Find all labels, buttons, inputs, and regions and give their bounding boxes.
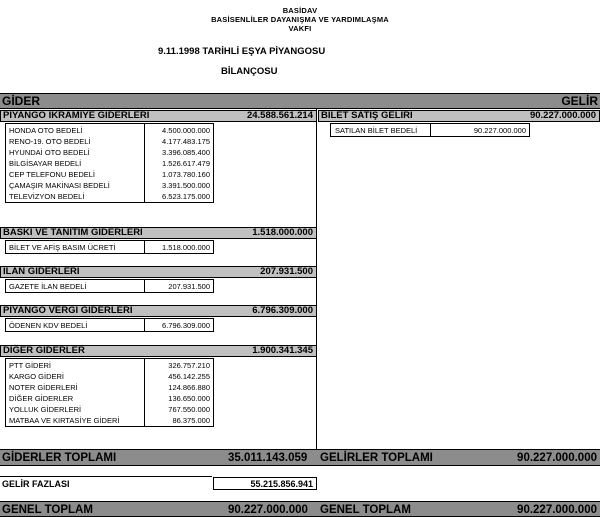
income-section-header: [318, 110, 600, 122]
grand-total-bar: [0, 501, 600, 517]
expense-item-value: 136.650.000: [168, 394, 210, 403]
expense-item-value: 207.931.500: [168, 282, 210, 291]
grand-total-right-label: GENEL TOPLAM: [320, 504, 411, 516]
expense-item-label: BİLET VE AFİŞ BASIM ÜCRETİ: [9, 243, 116, 252]
expense-item-value: 1.518.000.000: [162, 243, 210, 252]
income-item-label: SATILAN BİLET BEDELİ: [335, 126, 418, 135]
expense-item-label: YOLLUK GİDERLERİ: [9, 405, 82, 414]
expense-item-label: ÇAMAŞIR MAKİNASI BEDELİ: [9, 181, 110, 190]
expense-item-list: [5, 279, 214, 293]
income-item-box: [330, 123, 530, 137]
expense-section-header: [0, 345, 317, 357]
expenses-total-value: 35.011.143.059: [228, 452, 308, 464]
expense-item-value: 124.866.880: [168, 383, 210, 392]
expense-section-header: [0, 266, 317, 278]
totals-bar: [0, 449, 600, 466]
income-column-label: GELİR: [561, 94, 598, 108]
expense-item-value: 1.073.780.160: [162, 170, 210, 179]
income-item-value: 90.227.000.000: [473, 126, 526, 135]
expense-section-total: 6.796.309.000: [252, 305, 313, 316]
expense-item-value: 86.375.000: [172, 416, 210, 425]
org-name: BASİDAV: [282, 6, 318, 15]
expense-section-total: 1.900.341.345: [252, 345, 313, 356]
expense-section-title: DİĞER GİDERLER: [3, 345, 85, 356]
expense-section-title: PİYANGO İKRAMİYE GİDERLERİ: [3, 110, 150, 121]
document-title: 9.11.1998 TARİHLİ EŞYA PİYANGOSU: [158, 46, 326, 57]
grand-total-left-label: GENEL TOPLAM: [2, 504, 93, 516]
expense-column-label: GİDER: [2, 94, 41, 108]
expense-item-label: HYUNDAİ OTO BEDELİ: [9, 148, 90, 157]
expense-item-value: 326.757.210: [168, 361, 210, 370]
expense-item-value: 6.796.309.000: [162, 321, 210, 330]
surplus-label: GELİR FAZLASI: [2, 479, 70, 489]
grand-total-right-value: 90.227.000.000: [517, 504, 597, 516]
expense-section-header: [0, 305, 317, 317]
expense-section-total: 1.518.000.000: [252, 227, 313, 238]
column-header-bar: [0, 93, 600, 109]
expense-item-value: 3.396.085.400: [162, 148, 210, 157]
income-section-title: BİLET SATIŞ GELİRİ: [321, 110, 413, 121]
expense-item-label: CEP TELEFONU BEDELİ: [9, 170, 96, 179]
expenses-total-label: GİDERLER TOPLAMI: [2, 452, 117, 464]
expense-section-title: PİYANGO VERGİ GİDERLERİ: [3, 305, 133, 316]
expense-item-list: [5, 240, 214, 254]
expense-item-label: GAZETE İLAN BEDELİ: [9, 282, 87, 291]
expense-section-title: BASKI VE TANITIM GİDERLERİ: [3, 227, 143, 238]
expense-item-value: 3.391.500.000: [162, 181, 210, 190]
column-divider: [316, 109, 317, 449]
expense-item-value: 4.500.000.000: [162, 126, 210, 135]
income-section-total: 90.227.000.000: [529, 110, 596, 121]
income-total-label: GELİRLER TOPLAMI: [320, 452, 433, 464]
expense-item-value: 1.526.617.479: [162, 159, 210, 168]
expense-item-value: 767.550.000: [168, 405, 210, 414]
surplus-value: 55.215.856.941: [250, 479, 313, 489]
expense-section-header: [0, 227, 317, 239]
expense-item-label: BİLGİSAYAR BEDELİ: [9, 159, 82, 168]
expense-item-value: 6.523.175.000: [162, 192, 210, 201]
grand-total-left-value: 90.227.000.000: [228, 504, 308, 516]
income-total-value: 90.227.000.000: [517, 452, 597, 464]
expense-item-label: PTT GİDERİ: [9, 361, 51, 370]
expense-item-label: ÖDENEN KDV BEDELİ: [9, 321, 88, 330]
expense-item-list: [5, 358, 214, 427]
expense-item-label: NOTER GİDERLERİ: [9, 383, 78, 392]
expense-item-label: MATBAA VE KIRTASİYE GİDERİ: [9, 416, 120, 425]
expense-section-total: 24.588.561.214: [246, 110, 313, 121]
expense-item-value: 456.142.255: [168, 372, 210, 381]
expense-section-total: 207.931.500: [260, 266, 313, 277]
expense-section-header: [0, 110, 317, 122]
expense-item-label: DİĞER GİDERLER: [9, 394, 74, 403]
expense-item-list: [5, 318, 214, 332]
document-subtitle: BİLANÇOSU: [221, 66, 278, 77]
org-full-name: BASİSENLİLER DAYANIŞMA VE YARDIMLAŞMA: [211, 15, 389, 24]
expense-item-label: KARGO GİDERİ: [9, 372, 65, 381]
expense-item-label: RENO-19. OTO BEDELİ: [9, 137, 91, 146]
expense-item-value: 4.177.483.175: [162, 137, 210, 146]
expense-section-title: İLAN GİDERLERİ: [3, 266, 80, 277]
org-type: VAKFI: [288, 24, 312, 33]
expense-item-list: [5, 123, 214, 203]
surplus-box: [213, 477, 317, 490]
expense-item-label: TELEVİZYON BEDELİ: [9, 192, 85, 201]
expense-item-label: HONDA OTO BEDELİ: [9, 126, 83, 135]
